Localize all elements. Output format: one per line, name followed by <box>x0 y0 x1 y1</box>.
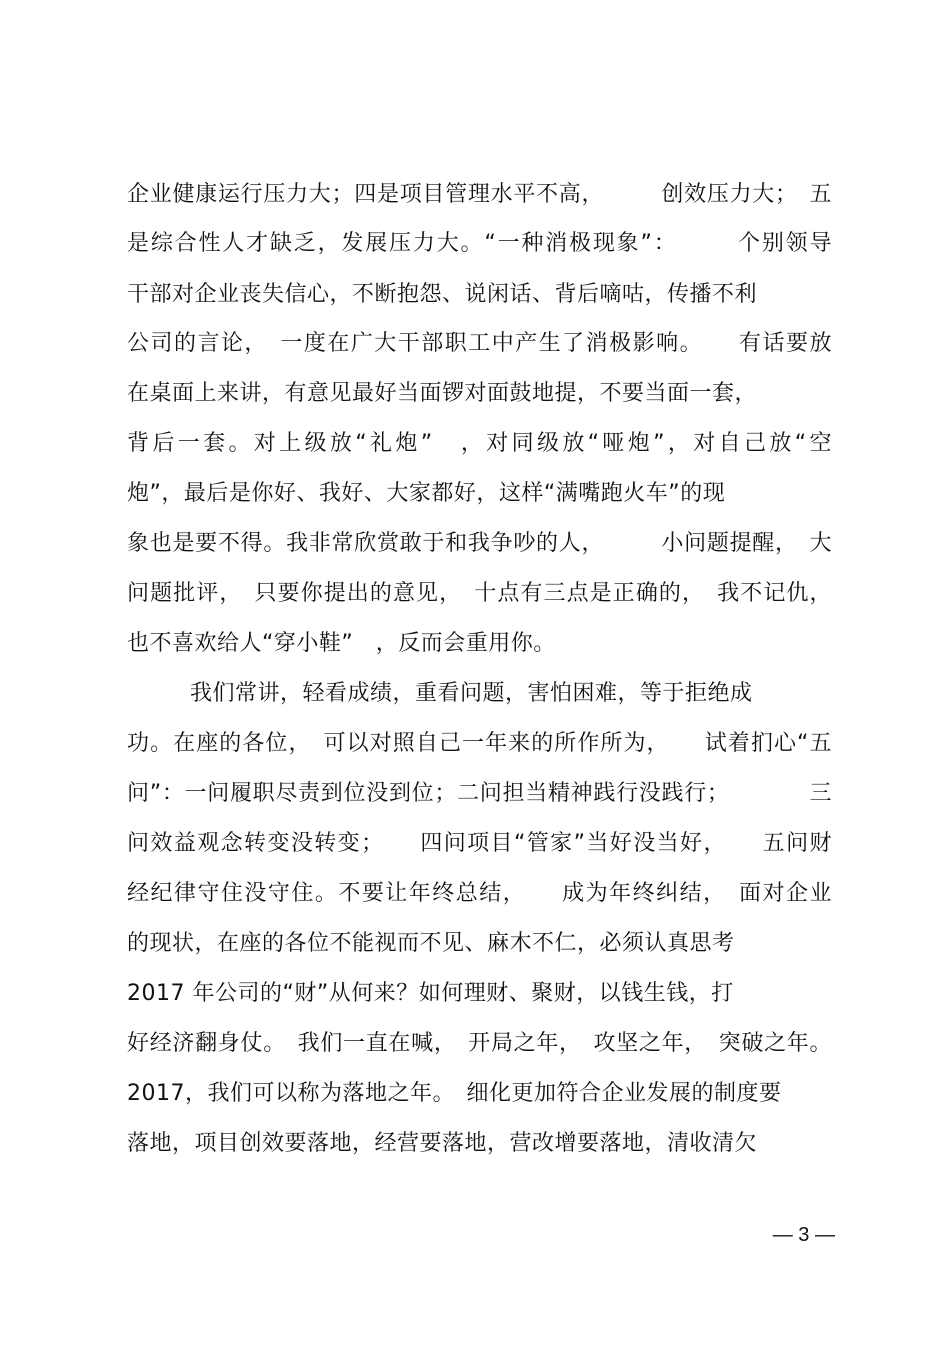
text-line: 落地，项目创效要落地，经营要落地，营改增要落地，清收清欠 <box>127 1131 758 1156</box>
text-line: 象也是要不得。我非常欣赏敢于和我争吵的人， 小问题提醒， 大 <box>127 531 832 556</box>
text-line: 的现状，在座的各位不能视而不见、麻木不仁，必须认真思考 <box>127 931 735 956</box>
text-line: 干部对企业丧失信心，不断抱怨、说闲话、背后嘀咕，传播不利 <box>127 282 758 307</box>
text-line: 问”：一问履职尽责到位没到位；二问担当精神践行没践行； 三 <box>127 781 832 806</box>
text-line: 问题批评， 只要你提出的意见， 十点有三点是正确的， 我不记仇， <box>127 581 832 606</box>
text-line: 功。在座的各位， 可以对照自己一年来的所作所为， 试着扪心“五 <box>127 731 832 756</box>
paragraph-first-line: 我们常讲，轻看成绩，重看问题，害怕困难，等于拒绝成 <box>190 681 753 706</box>
text-line: 2017，我们可以称为落地之年。 细化更加符合企业发展的制度要 <box>127 1081 782 1106</box>
text-line: 好经济翻身仗。 我们一直在喊， 开局之年， 攻坚之年， 突破之年。 <box>127 1031 832 1056</box>
text-line: 炮”，最后是你好、我好、大家都好，这样“满嘴跑火车”的现 <box>127 481 726 506</box>
text-line: 企业健康运行压力大；四是项目管理水平不高， 创效压力大； 五 <box>127 182 832 207</box>
page-number: — 3 — <box>772 1224 835 1246</box>
text-line: 也不喜欢给人“穿小鞋” ，反而会重用你。 <box>127 631 556 656</box>
text-line: 问效益观念转变没转变； 四问项目“管家”当好没当好， 五问财 <box>127 831 832 856</box>
text-line: 在桌面上来讲，有意见最好当面锣对面鼓地提，不要当面一套， <box>127 381 758 406</box>
text-line: 经纪律守住没守住。不要让年终总结， 成为年终纠结， 面对企业 <box>127 881 832 906</box>
text-line: 是综合性人才缺乏，发展压力大。“一种消极现象”： 个别领导 <box>127 231 832 256</box>
text-line: 2017 年公司的“财”从何来？如何理财、聚财，以钱生钱，打 <box>127 981 734 1006</box>
text-line: 背后一套。对上级放“礼炮” ，对同级放“哑炮”，对自己放“空 <box>127 431 832 456</box>
text-line: 公司的言论， 一度在广大干部职工中产生了消极影响。 有话要放 <box>127 331 832 356</box>
